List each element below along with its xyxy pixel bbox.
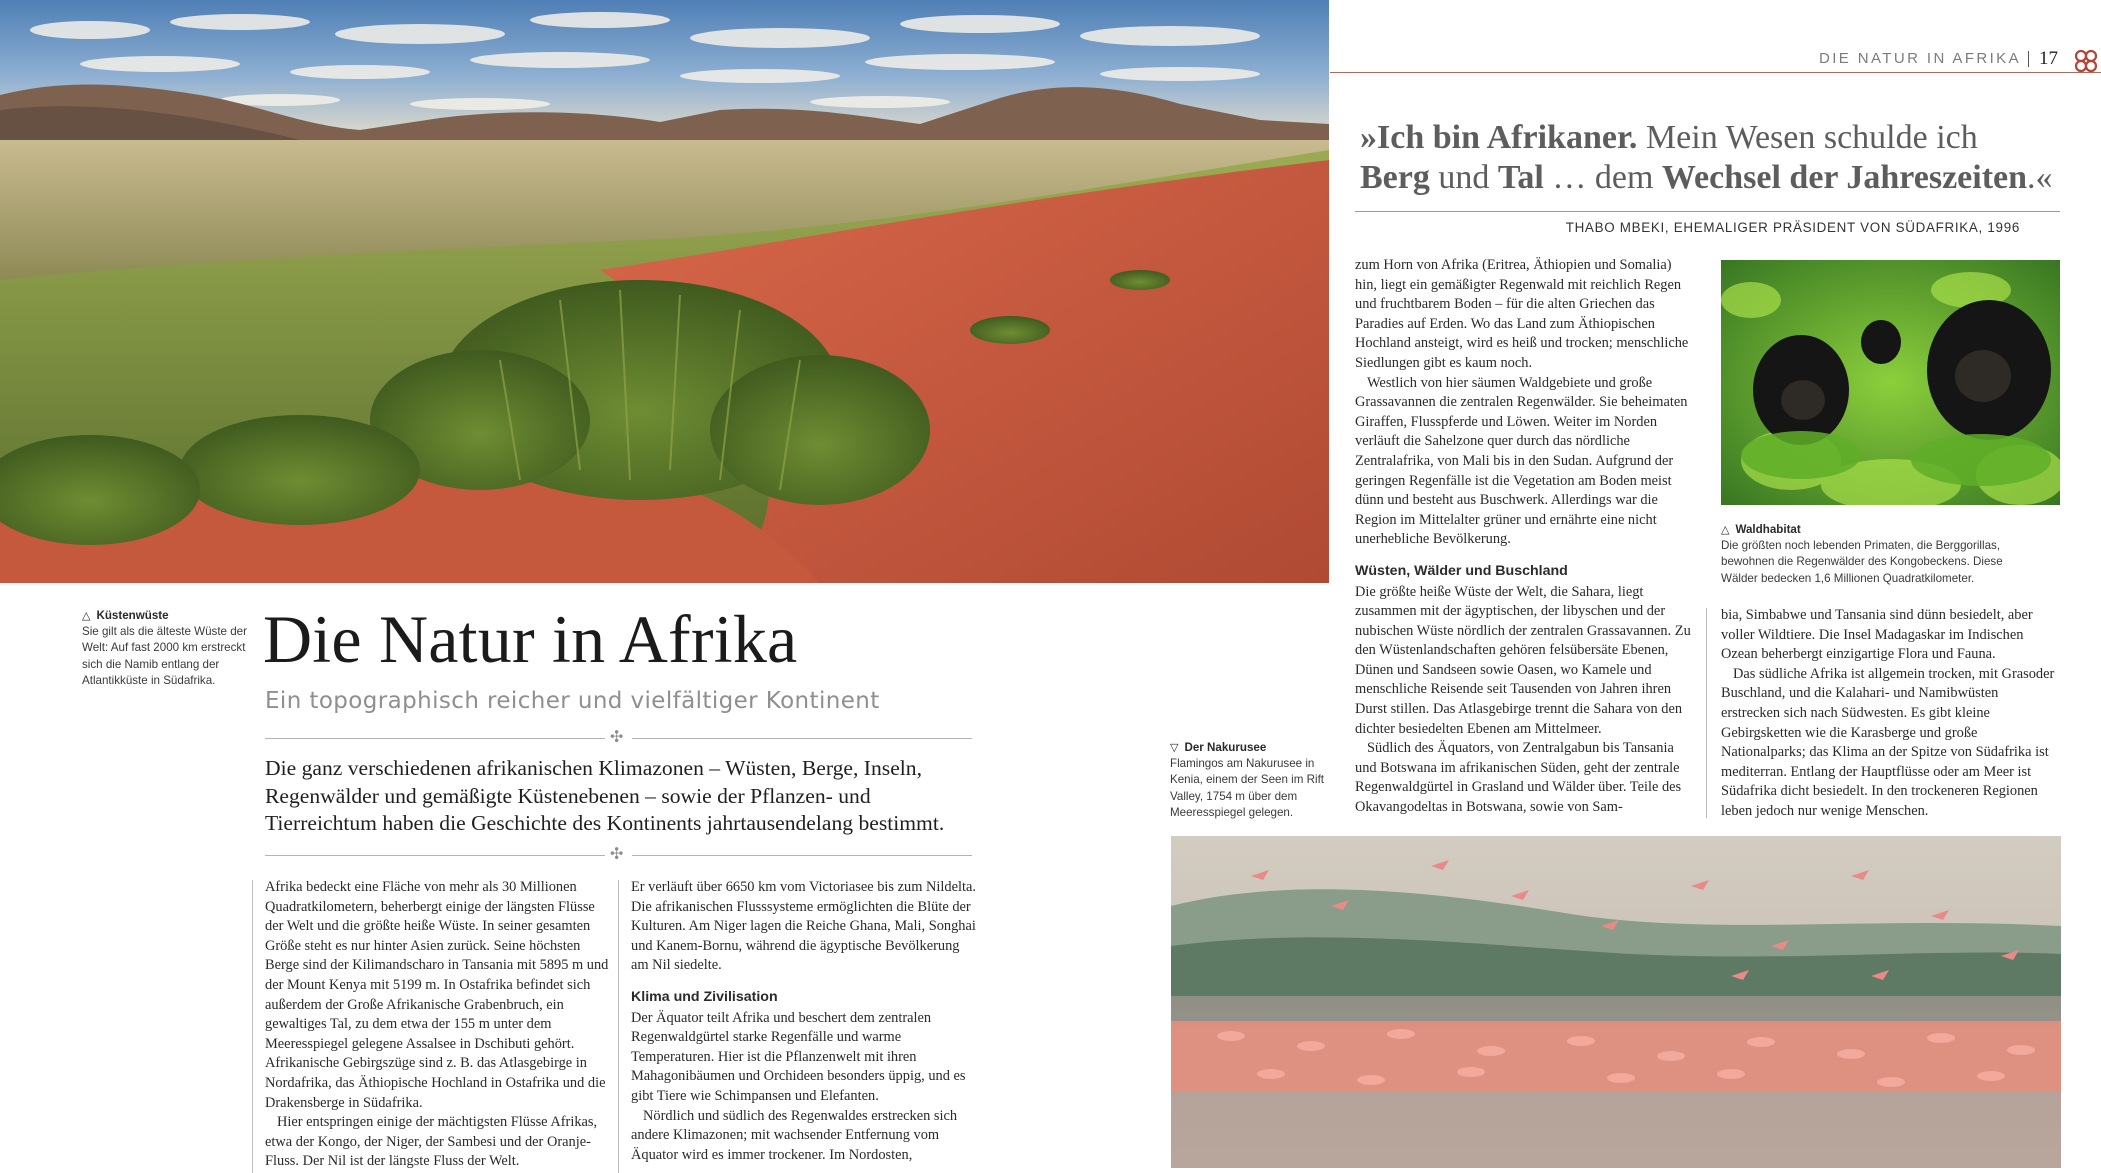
- header-rule: [1330, 72, 2101, 73]
- body-paragraph: Nördlich und südlich des Regenwaldes erstrecken sich andere Klimazonen; mit wachsender Entfernung vom Äquator wird es immer trockener. Im Nordosten,: [631, 1107, 958, 1163]
- body-paragraph: Hier entspringen einige der mächtigsten Flüsse Afrikas, etwa der Kongo, der Niger, der Sambesi und der Oranje-Fluss. Der Nil ist der längste Fluss der Welt.: [265, 1114, 598, 1170]
- page-number: 17: [2039, 48, 2058, 69]
- caption-nakurusee: [1170, 740, 1328, 821]
- body-column-1: [265, 878, 610, 1172]
- body-paragraph: Das südliche Afrika ist allgemein trocken, mit Grasoder Buschland, und die Kalahari- und Namibwüsten erstrecken sich nach Südwesten. Es gibt kleine Gebirgsketten wie die Karasberge und große Nationalparks; das Klima an der Spitze von Südafrika ist mediterran. Entlang der Hauptflüsse oder am Meer ist Südafrika dicht besiedelt. In den trockeneren Regionen leben jedoch nur wenige Menschen.: [1721, 665, 2055, 819]
- column-rule: [252, 880, 253, 1173]
- ornament-rule-left: [265, 738, 605, 739]
- ornament-icon: ✣: [610, 844, 624, 863]
- caption-heading: Waldhabitat: [1735, 523, 1801, 536]
- ornament-icon: [2073, 48, 2099, 74]
- caption-heading: Der Nakurusee: [1184, 741, 1267, 754]
- caption-text: Sie gilt als die älteste Wüste der Welt: Auf fast 2000 km erstreckt sich die Namib entlang der Atlantikküste in Südafrika.: [82, 625, 247, 687]
- body-paragraph: Der Äquator teilt Afrika und beschert dem zentralen Regenwaldgürtel starke Regenfälle und warme Temperaturen. Hier ist die Pflanzenwelt mit ihren Mahagonibäumen und Orchideen besonders üppig, und es gibt Tiere wie Schimpansen und Elefanten.: [631, 1009, 966, 1104]
- body-paragraph: Westlich von hier säumen Waldgebiete und große Grassavannen die zentralen Regenwälder. Sie beheimaten Giraffen, Flusspferde und Löwen. Weiter im Norden verläuft die Sahelzone quer durch das nördliche Zentralafrika, von Mali bis in den Sudan. Aufgrund der geringen Regenfälle ist die Vegetation am Boden meist dünn und besteht aus Buschwerk. Allerdings war die Region im Mittelalter grüner und ernährte eine nicht unerhebliche Bevölkerung.: [1355, 374, 1688, 548]
- caption-waldhabitat: [1721, 522, 2021, 587]
- column-rule: [1706, 608, 1707, 818]
- body-paragraph: bia, Simbabwe und Tansania sind dünn besiedelt, aber voller Wildtiere. Die Insel Madagaskar im Indischen Ozean beherbergt einzigartige Flora und Fauna.: [1721, 607, 2033, 663]
- body-paragraph: Die größte heiße Wüste der Welt, die Sahara, liegt zusammen mit der ägyptischen, der libyschen und der nubischen Wüste nördlich der zentralen Grassavannen. Zu den Wüstenlandschaften gehören felsübersäte Ebenen, Dünen und Sandseen sowie Oasen, wo Kamele und menschliche Reisende seit Tausenden von Jahren ihren Durst stillen. Das Atlasgebirge trennt die Sahara von den dichter besiedelten Ebenen am Mittelmeer.: [1355, 583, 1691, 737]
- body-paragraph: Er verläuft über 6650 km vom Victoriasee bis zum Nildelta. Die afrikanischen Flusssysteme ermöglichten die Blüte der Kulturen. Am Niger lagen die Reiche Ghana, Mali, Songhai und Kanem-Bornu, während die ägyptische Bevölkerung am Nil siedelte.: [631, 879, 976, 974]
- page-title: Die Natur in Afrika: [263, 601, 798, 677]
- section-heading: Klima und Zivilisation: [631, 988, 778, 1005]
- triangle-down-icon: ▽: [1170, 742, 1179, 754]
- caption-heading: Küstenwüste: [96, 609, 169, 622]
- caption-title: [82, 608, 247, 624]
- quote-segment: Wechsel der Jahreszeiten: [1661, 159, 2028, 196]
- quote-segment: und: [1429, 159, 1498, 196]
- ornament-rule-right: [632, 738, 972, 739]
- ornament-rule-left: [265, 855, 605, 856]
- gorilla-photo: [1721, 260, 2060, 505]
- column-rule: [618, 880, 619, 1173]
- body-column-3: [1355, 256, 1693, 818]
- caption-title: [1170, 740, 1328, 756]
- quote-segment: … dem: [1543, 159, 1662, 196]
- quote-segment: »Ich bin Afrikaner.: [1360, 119, 1638, 156]
- pull-quote: [1360, 118, 2060, 198]
- quote-segment: Berg: [1360, 159, 1430, 196]
- ornament-rule-right: [632, 855, 972, 856]
- quote-segment: .«: [2027, 159, 2053, 196]
- quote-rule: [1355, 211, 2060, 212]
- quote-segment: Mein Wesen schulde ich: [1637, 119, 1978, 156]
- quote-segment: Tal: [1497, 159, 1544, 196]
- caption-title: [1721, 522, 2021, 538]
- triangle-up-icon: △: [1721, 524, 1730, 536]
- namib-desert-photo: [0, 0, 1329, 583]
- quote-source: THABO MBEKI, EHEMALIGER PRÄSIDENT VON SÜDAFRIKA, 1996: [1565, 220, 2020, 235]
- section-heading: Wüsten, Wälder und Buschland: [1355, 562, 1568, 579]
- caption-text: Flamingos am Nakurusee in Kenia, einem der Seen im Rift Valley, 1754 m über dem Meeresspiegel gelegen.: [1170, 757, 1325, 819]
- caption-text: Die größten noch lebenden Primaten, die Berggorillas, bewohnen die Regenwälder des Kongobeckens. Diese Wälder bedecken 1,6 Millionen Quadratkilometer.: [1721, 539, 2003, 585]
- lead-paragraph: Die ganz verschiedenen afrikanischen Klimazonen – Wüsten, Berge, Inseln, Regenwälder und gemäßigte Küstenebenen – sowie der Pflanzen- und Tierreichtum haben die Geschichte des Kontinents jahrtausendelang bestimmt.: [265, 756, 945, 835]
- body-paragraph: Afrika bedeckt eine Fläche von mehr als 30 Millionen Quadratkilometern, beherbergt einige der längsten Flüsse der Welt und die größte heiße Wüste. In seiner gesamten Größe steht es nur hinter Asien zurück. Seine höchsten Berge sind der Kilimandscharo in Tansania mit 5895 m und der Mount Kenya mit 5199 m. In Ostafrika befindet sich außerdem der Große Afrikanische Grabenbruch, ein gewaltiges Tal, zu dem etwa der 155 m unter dem Meeresspiegel gelegene Assalsee in Dschibuti gehört. Afrikanische Gebirgszüge sind z. B. das Atlasgebirge in Nordafrika, das Äthiopische Hochland in Ostafrika und die Drakensberge in Südafrika.: [265, 879, 609, 1111]
- body-column-4: [1721, 606, 2061, 822]
- triangle-up-icon: △: [82, 610, 91, 622]
- body-paragraph: Südlich des Äquators, von Zentralgabun bis Tansania und Botswana im afrikanischen Süden, geht der zentrale Regenwaldgürtel in Grasland und Wälder über. Teile des Okavangodeltas in Botswana, sowie von Sam-: [1355, 740, 1682, 816]
- body-column-2: [631, 878, 976, 1165]
- caption-kuestenwueste: [82, 608, 247, 689]
- flamingo-photo: [1171, 836, 2061, 1168]
- running-header-divider: [2028, 51, 2029, 67]
- page-subtitle: Ein topographisch reicher und vielfältiger Kontinent: [265, 688, 880, 714]
- ornament-icon: ✣: [610, 727, 624, 746]
- body-paragraph: zum Horn von Afrika (Eritrea, Äthiopien und Somalia) hin, liegt ein gemäßigter Regenwald mit reichlich Regen und fruchtbarem Boden – für die alten Griechen das Paradies auf Erden. Wo das Land zum Äthiopischen Hochland ansteigt, wird es heiß und trocken; menschliche Siedlungen gibt es kaum noch.: [1355, 257, 1689, 371]
- running-header: DIE NATUR IN AFRIKA: [1818, 50, 2021, 67]
